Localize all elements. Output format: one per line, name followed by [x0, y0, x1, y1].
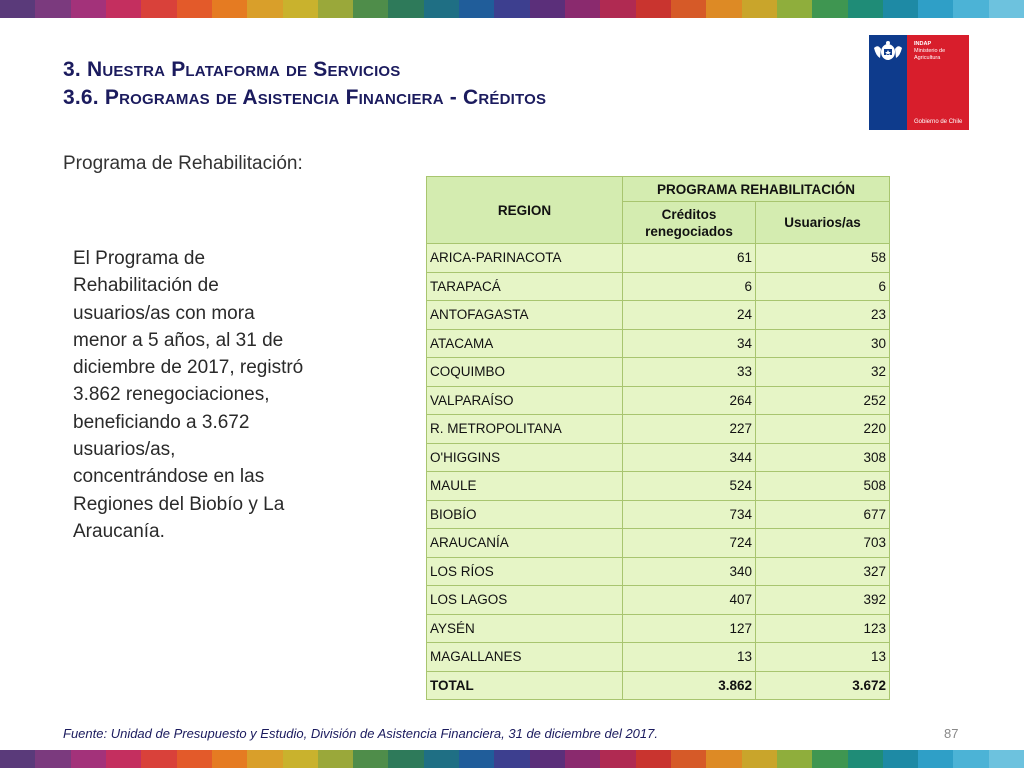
cell-usuarios: 252	[756, 386, 890, 415]
cell-creditos: 24	[623, 301, 756, 330]
stripe-segment	[989, 0, 1024, 18]
stripe-segment	[106, 750, 141, 768]
stripe-segment	[0, 750, 35, 768]
cell-region: ATACAMA	[427, 329, 623, 358]
stripe-segment	[989, 750, 1024, 768]
stripe-segment	[812, 750, 847, 768]
stripe-segment	[35, 750, 70, 768]
program-subtitle: Programa de Rehabilitación:	[63, 153, 303, 174]
cell-usuarios: 3.672	[756, 671, 890, 700]
source-note: Fuente: Unidad de Presupuesto y Estudio, División de Asistencia Financiera, 31 de diciembre del 2017.	[63, 726, 658, 741]
cell-creditos: 13	[623, 643, 756, 672]
stripe-segment	[247, 750, 282, 768]
logo-ministry-line2: Agricultura	[914, 55, 941, 61]
stripe-segment	[600, 0, 635, 18]
stripe-segment	[388, 750, 423, 768]
table-row	[427, 529, 890, 558]
stripe-segment	[353, 750, 388, 768]
cell-region: TARAPACÁ	[427, 272, 623, 301]
stripe-segment	[565, 0, 600, 18]
stripe-segment	[883, 0, 918, 18]
cell-creditos: 6	[623, 272, 756, 301]
indap-logo	[869, 35, 969, 130]
stripe-segment	[318, 0, 353, 18]
cell-usuarios: 30	[756, 329, 890, 358]
cell-usuarios: 308	[756, 443, 890, 472]
stripe-segment	[35, 0, 70, 18]
rehabilitation-table	[426, 176, 890, 700]
cell-creditos: 407	[623, 586, 756, 615]
table-row	[427, 557, 890, 586]
table-row	[427, 643, 890, 672]
title-line-1: 3. Nuestra Plataforma de Servicios	[63, 58, 401, 81]
cell-creditos: 724	[623, 529, 756, 558]
cell-creditos: 524	[623, 472, 756, 501]
coat-of-arms-icon	[872, 40, 904, 62]
cell-creditos: 3.862	[623, 671, 756, 700]
stripe-segment	[424, 750, 459, 768]
cell-usuarios: 677	[756, 500, 890, 529]
table-row	[427, 244, 890, 273]
region-header: REGION	[427, 177, 623, 244]
stripe-segment	[177, 750, 212, 768]
stripe-segment	[530, 0, 565, 18]
table-row	[427, 614, 890, 643]
cell-creditos: 61	[623, 244, 756, 273]
cell-usuarios: 508	[756, 472, 890, 501]
logo-government: Gobierno de Chile	[914, 119, 963, 125]
cell-usuarios: 327	[756, 557, 890, 586]
stripe-segment	[812, 0, 847, 18]
table-row	[427, 301, 890, 330]
cell-region: ARICA-PARINACOTA	[427, 244, 623, 273]
table-row	[427, 586, 890, 615]
cell-usuarios: 58	[756, 244, 890, 273]
cell-region: LOS RÍOS	[427, 557, 623, 586]
stripe-segment	[671, 750, 706, 768]
stripe-segment	[953, 0, 988, 18]
cell-region: LOS LAGOS	[427, 586, 623, 615]
stripe-segment	[671, 0, 706, 18]
stripe-segment	[71, 0, 106, 18]
cell-region: O'HIGGINS	[427, 443, 623, 472]
stripe-segment	[459, 750, 494, 768]
logo-ministry-line1: Ministerio de	[914, 48, 946, 54]
title-line-2: 3.6. Programas de Asistencia Financiera - Créditos	[63, 86, 547, 109]
logo-org: INDAP	[914, 41, 932, 47]
stripe-segment	[283, 0, 318, 18]
cell-creditos: 34	[623, 329, 756, 358]
creditos-header: Créditos renegociados	[623, 202, 756, 244]
cell-region: MAGALLANES	[427, 643, 623, 672]
stripe-segment	[565, 750, 600, 768]
stripe-segment	[318, 750, 353, 768]
stripe-segment	[177, 0, 212, 18]
stripe-segment	[600, 750, 635, 768]
table-row	[427, 386, 890, 415]
stripe-segment	[636, 0, 671, 18]
page-number: 87	[944, 726, 959, 741]
table-row	[427, 329, 890, 358]
program-group-header: PROGRAMA REHABILITACIÓN	[623, 177, 890, 202]
page-title	[63, 56, 546, 112]
stripe-segment	[742, 0, 777, 18]
stripe-segment	[459, 0, 494, 18]
cell-region: TOTAL	[427, 671, 623, 700]
cell-usuarios: 32	[756, 358, 890, 387]
cell-usuarios: 392	[756, 586, 890, 615]
cell-creditos: 734	[623, 500, 756, 529]
stripe-segment	[742, 750, 777, 768]
stripe-segment	[848, 0, 883, 18]
stripe-segment	[636, 750, 671, 768]
stripe-segment	[388, 0, 423, 18]
table-row	[427, 472, 890, 501]
table-row	[427, 358, 890, 387]
cell-creditos: 227	[623, 415, 756, 444]
cell-region: AYSÉN	[427, 614, 623, 643]
cell-usuarios: 23	[756, 301, 890, 330]
stripe-segment	[953, 750, 988, 768]
stripe-segment	[918, 750, 953, 768]
cell-region: R. METROPOLITANA	[427, 415, 623, 444]
cell-usuarios: 123	[756, 614, 890, 643]
stripe-segment	[706, 750, 741, 768]
program-description: El Programa de Rehabilitación de usuarios/as con mora menor a 5 años, al 31 de diciembre de 2017, registró 3.862 renegociaciones, beneficiando a 3.672 usuarios/as, concentrándose en las Regiones del Biobío y La Araucanía.	[73, 248, 304, 542]
stripe-segment	[141, 750, 176, 768]
stripe-segment	[494, 0, 529, 18]
stripe-segment	[848, 750, 883, 768]
stripe-segment	[530, 750, 565, 768]
usuarios-header: Usuarios/as	[756, 202, 890, 244]
stripe-segment	[777, 0, 812, 18]
cell-creditos: 33	[623, 358, 756, 387]
stripe-segment	[883, 750, 918, 768]
stripe-segment	[918, 0, 953, 18]
cell-region: ANTOFAGASTA	[427, 301, 623, 330]
stripe-segment	[212, 750, 247, 768]
stripe-segment	[106, 0, 141, 18]
stripe-segment	[212, 0, 247, 18]
cell-creditos: 340	[623, 557, 756, 586]
table-row	[427, 415, 890, 444]
stripe-segment	[706, 0, 741, 18]
table-row	[427, 272, 890, 301]
stripe-segment	[0, 0, 35, 18]
cell-creditos: 344	[623, 443, 756, 472]
cell-usuarios: 6	[756, 272, 890, 301]
table-row	[427, 443, 890, 472]
total-row	[427, 671, 890, 700]
stripe-segment	[71, 750, 106, 768]
cell-region: MAULE	[427, 472, 623, 501]
cell-usuarios: 13	[756, 643, 890, 672]
cell-region: COQUIMBO	[427, 358, 623, 387]
cell-creditos: 264	[623, 386, 756, 415]
stripe-segment	[247, 0, 282, 18]
top-color-stripe	[0, 0, 1024, 18]
stripe-segment	[141, 0, 176, 18]
cell-usuarios: 220	[756, 415, 890, 444]
cell-region: VALPARAÍSO	[427, 386, 623, 415]
cell-creditos: 127	[623, 614, 756, 643]
stripe-segment	[283, 750, 318, 768]
cell-usuarios: 703	[756, 529, 890, 558]
table-row	[427, 500, 890, 529]
stripe-segment	[353, 0, 388, 18]
bottom-color-stripe	[0, 750, 1024, 768]
stripe-segment	[777, 750, 812, 768]
stripe-segment	[424, 0, 459, 18]
stripe-segment	[494, 750, 529, 768]
cell-region: BIOBÍO	[427, 500, 623, 529]
cell-region: ARAUCANÍA	[427, 529, 623, 558]
